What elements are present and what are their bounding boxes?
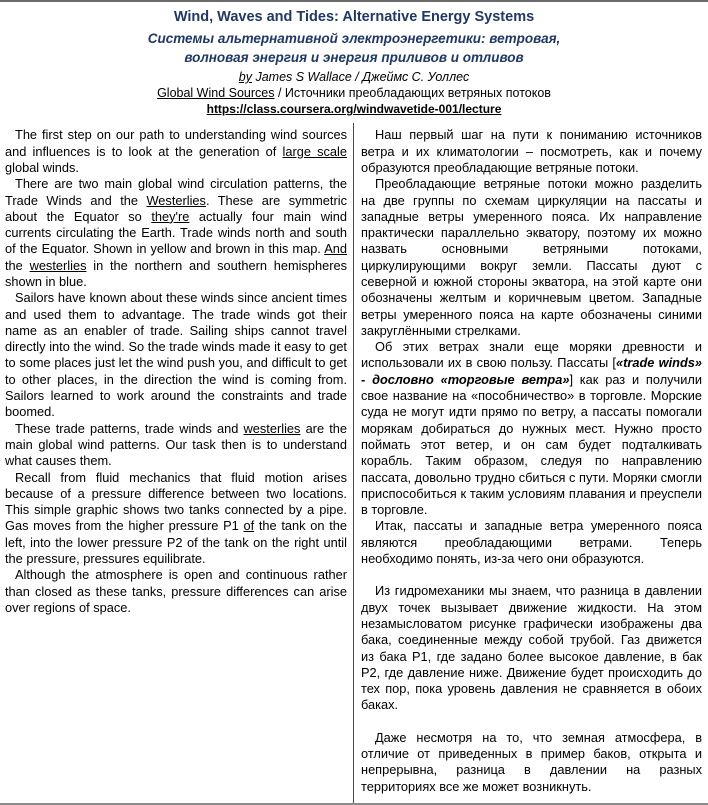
paragraph	[5, 290, 347, 420]
text-segment: There are two main global wind circulation patterns, the Trade Winds and the	[5, 176, 347, 208]
paragraph	[5, 470, 347, 568]
text-segment: James S Wallace / Джеймс С. Уоллес	[251, 70, 470, 85]
text-segment: Итак, пассаты и западные ветра умеренного пояса являются преобладающими ветрами. Теперь необходимо понять, из-за чего они образуются.	[361, 518, 702, 567]
paragraph	[361, 583, 702, 713]
text-segment: Westerlies	[146, 192, 206, 208]
lecture-title	[10, 86, 698, 100]
paragraph	[361, 176, 702, 339]
byline	[10, 70, 698, 84]
text-segment: Из гидромеханики мы знаем, что разница в давлении двух точек вызывает движение жидкости. На этом незамысловатом рисунке графически изображены два бака, соединенные между собой трубой. Газ движется из бака P1, где задано более высокое давление, в бак P2, где давление ниже. Движение будет происходить до тех пор, пока уровень давления не сравняется в обоих баках.	[361, 583, 702, 713]
document-subtitle-ru: Системы альтернативной электроэнергетики: ветровая, волновая энергия и энергия приливов и отливов	[147, 31, 561, 66]
text-segment: Sailors have known about these winds since ancient times and used them to advantage. The trade winds got their name as an enabler of trade. Sailing ships cannot travel directly into the wind. So the trade winds made it easy to get to some places just let the wind push you, and difficult to get to other places, in the direction the wind is coming from. Sailors learned to work around the constraints and trade boomed.	[5, 290, 347, 420]
text-segment: These trade patterns, trade winds and	[15, 420, 244, 436]
text-segment: . These are symmetric about the Equator so	[5, 192, 347, 224]
text-segment: westerlies	[243, 420, 301, 436]
russian-column	[354, 123, 708, 803]
text-segment: And	[324, 241, 347, 257]
paragraph	[361, 730, 702, 795]
text-segment: Global Wind Sources	[157, 86, 275, 101]
text-segment: Даже несмотря на то, что земная атмосфера, в отличие от приведенных в пример баков, открыта и непрерывна, разница в давлении на разных территориях все же может возникнуть.	[361, 729, 702, 794]
text-segment: / Источники преобладающих ветряных потоков	[274, 86, 551, 101]
text-segment: they're	[151, 208, 190, 224]
text-segment: The first step on our path to understanding wind sources and influences is to look at the generation of	[5, 127, 347, 159]
text-segment: global winds.	[5, 159, 79, 175]
text-segment: are the main global wind patterns. Our task then is to understand what causes them.	[5, 420, 347, 469]
text-segment: Об этих ветрах знали еще моряки древности и использовали их в свою пользу. Пассаты [	[361, 339, 702, 371]
paragraph	[5, 567, 347, 616]
english-column	[0, 123, 354, 803]
text-segment: the	[5, 257, 30, 273]
text-segment: actually four main wind currents circulating the Earth. Trade winds north and south of the Equator. Shown in yellow and brown in this map.	[5, 208, 348, 257]
text-segment: westerlies	[29, 257, 87, 273]
two-column-body	[0, 123, 708, 803]
paragraph	[361, 339, 702, 518]
text-segment: «trade winds» - дословно «торговые ветра»	[361, 355, 702, 387]
paragraph	[5, 176, 347, 290]
text-segment: large scale	[282, 143, 347, 159]
text-segment: in the northern and southern hemispheres shown in blue.	[5, 257, 347, 289]
document-header	[0, 2, 708, 123]
text-segment: Преобладающие ветряные потоки можно разделить на две группы по схемам циркуляции на пассаты и западные ветры умеренного пояса. Их направление практически параллельно экватору, поэтому их можно назвать основными ветряными потоками, циркулирующими вокруг земли. Пассаты дуют с северной и южной стороны экватора, на этой карте они обозначены желтым и коричневым цветом. Западные ветры умеренного пояса на карте обозначены синими закруглёнными стрелками.	[361, 176, 702, 338]
lecture-url-link[interactable]: https://class.coursera.org/windwavetide-001/lecture	[206, 102, 502, 117]
text-segment: of	[243, 518, 255, 534]
text-segment: the tank on the left, into the lower pressure P2 of the tank on the right until the pressure, pressures equilibrate.	[5, 518, 347, 567]
paragraph	[5, 421, 347, 470]
text-segment: Although the atmosphere is open and continuous rather than closed as these tanks, pressure differences can arise over regions of space.	[5, 567, 347, 615]
text-segment: Наш первый шаг на пути к пониманию источников ветра и их климатологии – посмотреть, как и почему образуются преобладающие ветряные потоки.	[361, 127, 702, 175]
paragraph	[361, 127, 702, 176]
paragraph	[5, 127, 347, 176]
text-segment: by	[238, 70, 252, 85]
text-segment: Recall from fluid mechanics that fluid motion arises because of a pressure difference between two locations. This simple graphic shows two tanks connected by a pipe. Gas moves from the higher pressure P1	[5, 469, 347, 534]
paragraph	[361, 518, 702, 567]
text-segment: ] как раз и получили свое название на «пособничество» в торговле. Морские суда не могут идти прямо по ветру, а пассаты помогали морякам добираться до нужных мест. Нужно просто поймать этот ветер, и он сам будет подталкивать корабль. Таким образом, следуя по направлению пассата, довольно трудно сбиться с пути. Моряки смогли приспособиться к таким условиям плавания и преуспели в торговле.	[361, 371, 702, 518]
document-title: Wind, Waves and Tides: Alternative Energy Systems	[173, 9, 535, 25]
